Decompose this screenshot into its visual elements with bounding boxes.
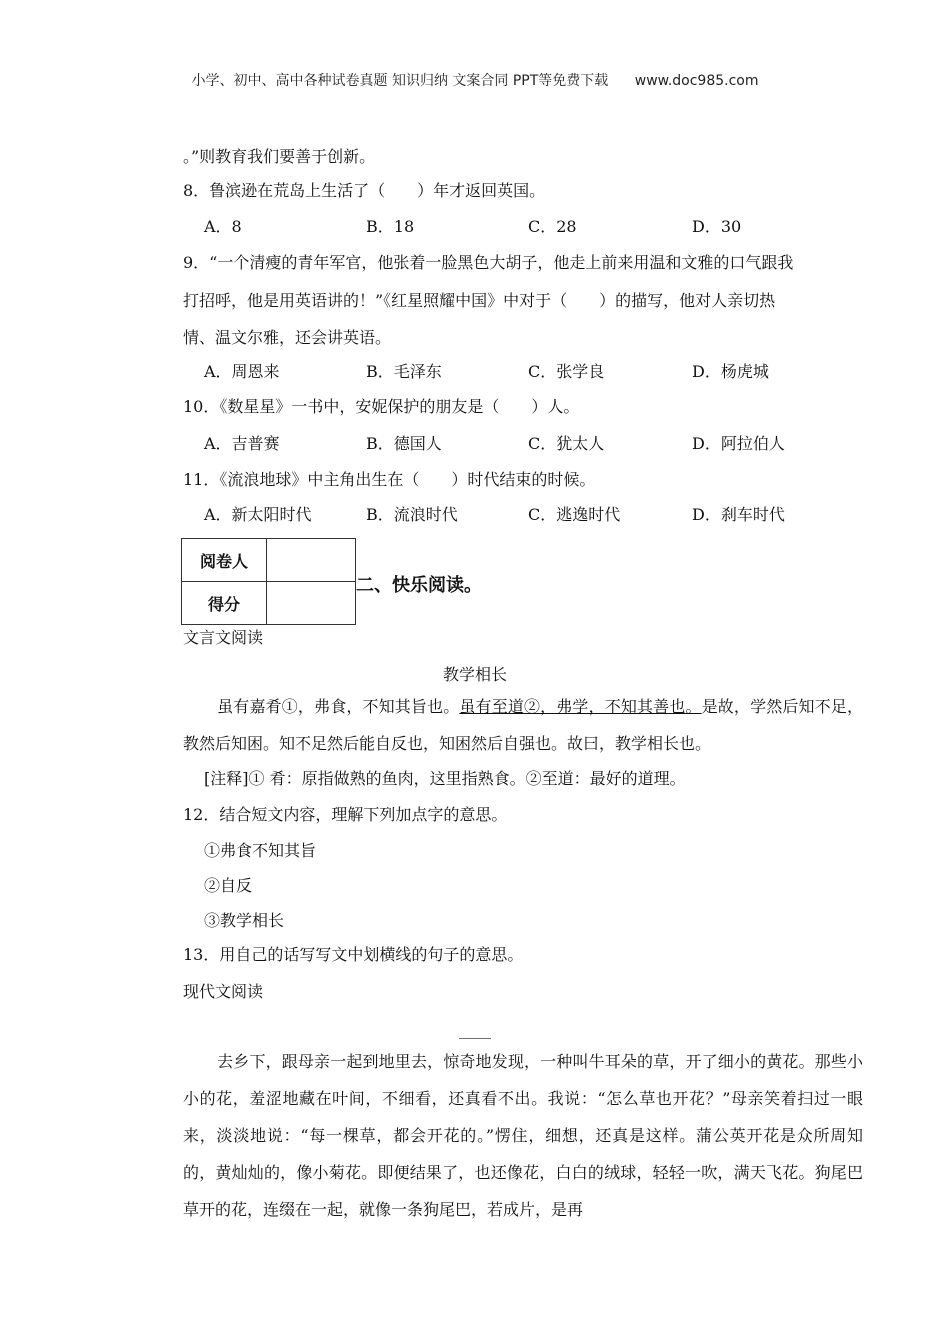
modern-text: 去乡下，跟母亲一起到地里去，惊奇地发现，一种叫牛耳朵的草，开了细小的黄花。那些小小的花，羞涩地藏在叶间，不细看，还真看不出。我说：“怎么草也开花？”母亲笑着扫过一眼来，淡淡地说：“每一棵草，都会开花的。”愣住，细想，还真是这样。蒲公英开花是众所周知的，黄灿灿的，像小菊花。即便结果了，也还像花，白白的绒球，轻轻一吹，满天飞花。狗尾巴草开的花，连缀在一起，就像一条狗尾巴，若成片，是再 — [183, 1052, 863, 1219]
q13-stem: 13．用自己的话写写文中划横线的句子的意思。 — [183, 945, 524, 964]
q11-stem: 11．《流浪地球》中主角出生在（ ）时代结束的时候。 — [183, 470, 596, 489]
q10-option-d[interactable]: D．阿拉伯人 — [692, 434, 785, 453]
classical-text-b: 是故，学然后知不足，教然后知困。知不足然后能自反也，知困然后自强也。故曰，教学相长也。 — [183, 697, 863, 753]
classical-text-a: 虽有嘉肴①，弗食，不知其旨也。 — [217, 697, 460, 716]
classical-note: [注释]① 肴：原指做熟的鱼肉，这里指熟食。②至道：最好的道理。 — [204, 769, 686, 788]
header-text: 小学、初中、高中各种试卷真题 知识归纳 文案合同 PPT等免费下载 — [191, 73, 609, 89]
q12-item-2: ②自反 — [204, 876, 253, 895]
header-url[interactable]: www.doc985.com — [634, 73, 759, 89]
q8-option-b[interactable]: B．18 — [366, 217, 415, 236]
underlined-sentence: 虽有至道②，弗学，不知其善也。 — [459, 697, 702, 716]
q8-option-a[interactable]: A．8 — [204, 217, 242, 236]
q12-item-3: ③教学相长 — [204, 911, 285, 930]
q9-option-d[interactable]: D．杨虎城 — [692, 362, 769, 381]
modern-label: 现代文阅读 — [183, 982, 264, 1001]
q8-option-c[interactable]: C．28 — [528, 217, 577, 236]
score-field[interactable] — [267, 582, 356, 625]
q9-option-a[interactable]: A．周恩来 — [204, 362, 280, 381]
section-title: 二、快乐阅读。 — [356, 575, 482, 596]
q10-option-c[interactable]: C．犹太人 — [528, 434, 605, 453]
classical-label: 文言文阅读 — [183, 628, 264, 647]
q12-item-1: ①弗食不知其旨 — [204, 841, 317, 860]
page-header — [0, 70, 950, 90]
reviewer-label: 阅卷人 — [182, 539, 267, 582]
q8-stem: 8．鲁滨逊在荒岛上生活了（ ）年才返回英国。 — [183, 181, 546, 200]
classical-paragraph — [183, 688, 863, 762]
reviewer-field[interactable] — [267, 539, 356, 582]
q11-option-d[interactable]: D．刹车时代 — [692, 505, 785, 524]
q9-stem-line3: 情、温文尔雅，还会讲英语。 — [183, 328, 392, 347]
q9-option-b[interactable]: B．毛泽东 — [366, 362, 442, 381]
q9-stem-line1: 9．“一个清瘦的青年军官，他张着一脸黑色大胡子，他走上前来用温和文雅的口气跟我 — [183, 253, 794, 272]
q11-option-a[interactable]: A．新太阳时代 — [204, 505, 312, 524]
q11-option-b[interactable]: B．流浪时代 — [366, 505, 458, 524]
modern-title-blank: ____ — [459, 1020, 491, 1039]
classical-title: 教学相长 — [442, 665, 507, 684]
q8-option-d[interactable]: D．30 — [692, 217, 742, 236]
modern-paragraph — [183, 1043, 863, 1228]
score-label: 得分 — [182, 582, 267, 625]
q12-stem: 12．结合短文内容，理解下列加点字的意思。 — [183, 805, 508, 824]
q10-option-b[interactable]: B．德国人 — [366, 434, 442, 453]
q10-stem: 10．《数星星》一书中，安妮保护的朋友是（ ）人。 — [183, 397, 580, 416]
q10-option-a[interactable]: A．吉普赛 — [204, 434, 280, 453]
q9-option-c[interactable]: C．张学良 — [528, 362, 605, 381]
score-table — [181, 538, 356, 625]
intro-line: 。”则教育我们要善于创新。 — [183, 147, 376, 166]
q9-stem-line2: 打招呼，他是用英语讲的！”《红星照耀中国》中对于（ ）的描写，他对人亲切热 — [183, 291, 776, 310]
q11-option-c[interactable]: C．逃逸时代 — [528, 505, 621, 524]
